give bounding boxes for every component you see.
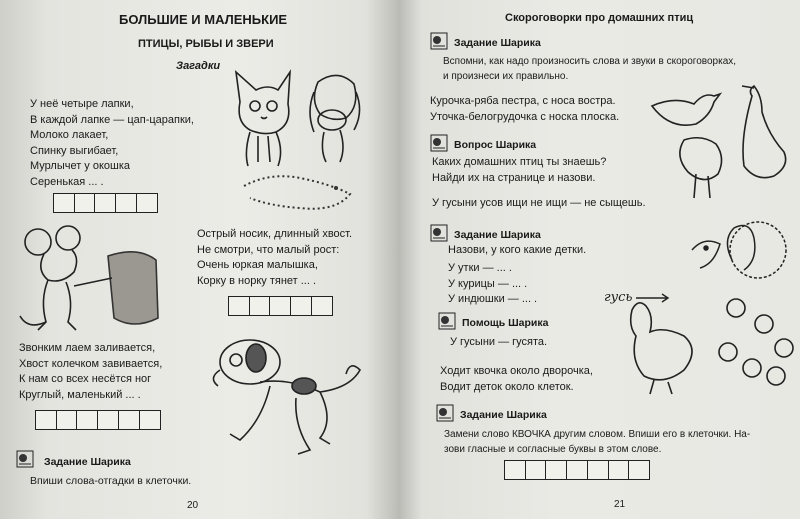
sharik-dog-icon — [430, 134, 448, 152]
riddle-1: У неё четыре лапки, В каждой лапке — цап-царапки, Молоко лакает, Спинку выгибает, Мурлычет у окошка Серенькая ... . — [30, 98, 194, 188]
children-list: У утки — ... . У курицы — ... . У индюшки — ... . — [448, 262, 538, 305]
page-title: Скороговорки про домашних птиц — [505, 12, 694, 24]
duck-and-goose-illustration — [644, 82, 796, 202]
cell[interactable] — [118, 410, 140, 430]
help-label: Помощь Шарика — [462, 317, 549, 329]
cell[interactable] — [608, 460, 630, 480]
section-heading: Загадки — [176, 60, 221, 72]
task-text-1: Вспомни, как надо произносить слова и звуки в скороговорках, и произнеси их правильно. — [443, 56, 737, 82]
tongue-twister: Курочка-ряба пестра, с носа востра. Уточка-белогрудочка с носка плоска. — [430, 95, 620, 123]
running-dog-illustration — [200, 330, 370, 460]
cell[interactable] — [587, 460, 609, 480]
riddle-3: Звонким лаем заливается, Хвост колечком завивается, К нам со всех несётся ног Круглый, маленький ... . — [19, 342, 163, 401]
task-label-3: Задание Шарика — [460, 409, 547, 421]
task-label-1: Задание Шарика — [454, 37, 541, 49]
answer-cells-2[interactable] — [228, 296, 332, 316]
goose-label: гусь — [604, 290, 633, 305]
cell[interactable] — [76, 410, 98, 430]
cell[interactable] — [97, 410, 119, 430]
cell[interactable] — [545, 460, 567, 480]
riddle-2: Острый носик, длинный хвост. Не смотри, что малый рост: Очень юркая малышка, Корку в норку тянет ... . — [197, 228, 353, 287]
cat-and-puppy-illustration — [228, 62, 368, 172]
answer-cells-3[interactable] — [35, 410, 159, 430]
hen-verse: Ходит квочка около дворочка, Водит деток около клеток. — [440, 365, 593, 393]
cell[interactable] — [115, 193, 137, 213]
cell[interactable] — [628, 460, 650, 480]
proverb: У гусыни усов ищи не ищи — не сыщешь. — [432, 197, 646, 209]
mouse-trail-illustration — [240, 168, 370, 218]
task-label: Задание Шарика — [44, 456, 131, 468]
cell[interactable] — [525, 460, 547, 480]
turkey-illustration — [692, 210, 796, 300]
sharik-dog-icon — [438, 312, 456, 330]
page-title: БОЛЬШИЕ И МАЛЕНЬКИЕ — [119, 12, 288, 27]
left-page — [0, 0, 398, 519]
sharik-dog-icon — [430, 32, 448, 50]
sharik-dog-icon — [16, 450, 34, 468]
cell[interactable] — [94, 193, 116, 213]
help-text: У гусыни — гусята. — [450, 336, 548, 348]
cell[interactable] — [566, 460, 588, 480]
right-page — [398, 0, 800, 519]
cell[interactable] — [139, 410, 161, 430]
task-label-2: Задание Шарика — [454, 229, 541, 241]
cell[interactable] — [269, 296, 291, 316]
task-text-2: Назови, у кого какие детки. — [448, 244, 587, 256]
task-text-3: Замени слово КВОЧКА другим словом. Впиши его в клеточки. На- зови гласные и согласные буквы в этом слове. — [444, 429, 751, 455]
cell[interactable] — [35, 410, 57, 430]
question-label: Вопрос Шарика — [454, 139, 537, 151]
page-number: 21 — [614, 499, 626, 510]
task-text: Впиши слова-отгадки в клеточки. — [30, 475, 192, 487]
cell[interactable] — [53, 193, 75, 213]
question-text: Каких домашних птиц ты знаешь? Найди их на странице и назови. — [432, 156, 607, 184]
cell[interactable] — [56, 410, 78, 430]
sharik-dog-icon — [430, 224, 448, 242]
page-subtitle: ПТИЦЫ, РЫБЫ И ЗВЕРИ — [138, 38, 274, 50]
answer-cells-4[interactable] — [504, 460, 649, 480]
cell[interactable] — [228, 296, 250, 316]
cell[interactable] — [249, 296, 271, 316]
cell[interactable] — [136, 193, 158, 213]
sharik-dog-icon — [436, 404, 454, 422]
cell[interactable] — [74, 193, 96, 213]
page-number: 20 — [187, 500, 199, 511]
hen-and-chicks-illustration — [624, 296, 800, 396]
cell[interactable] — [311, 296, 333, 316]
mouse-with-bread-illustration — [18, 226, 178, 336]
answer-cells-1[interactable] — [53, 193, 157, 213]
cell[interactable] — [504, 460, 526, 480]
cell[interactable] — [290, 296, 312, 316]
